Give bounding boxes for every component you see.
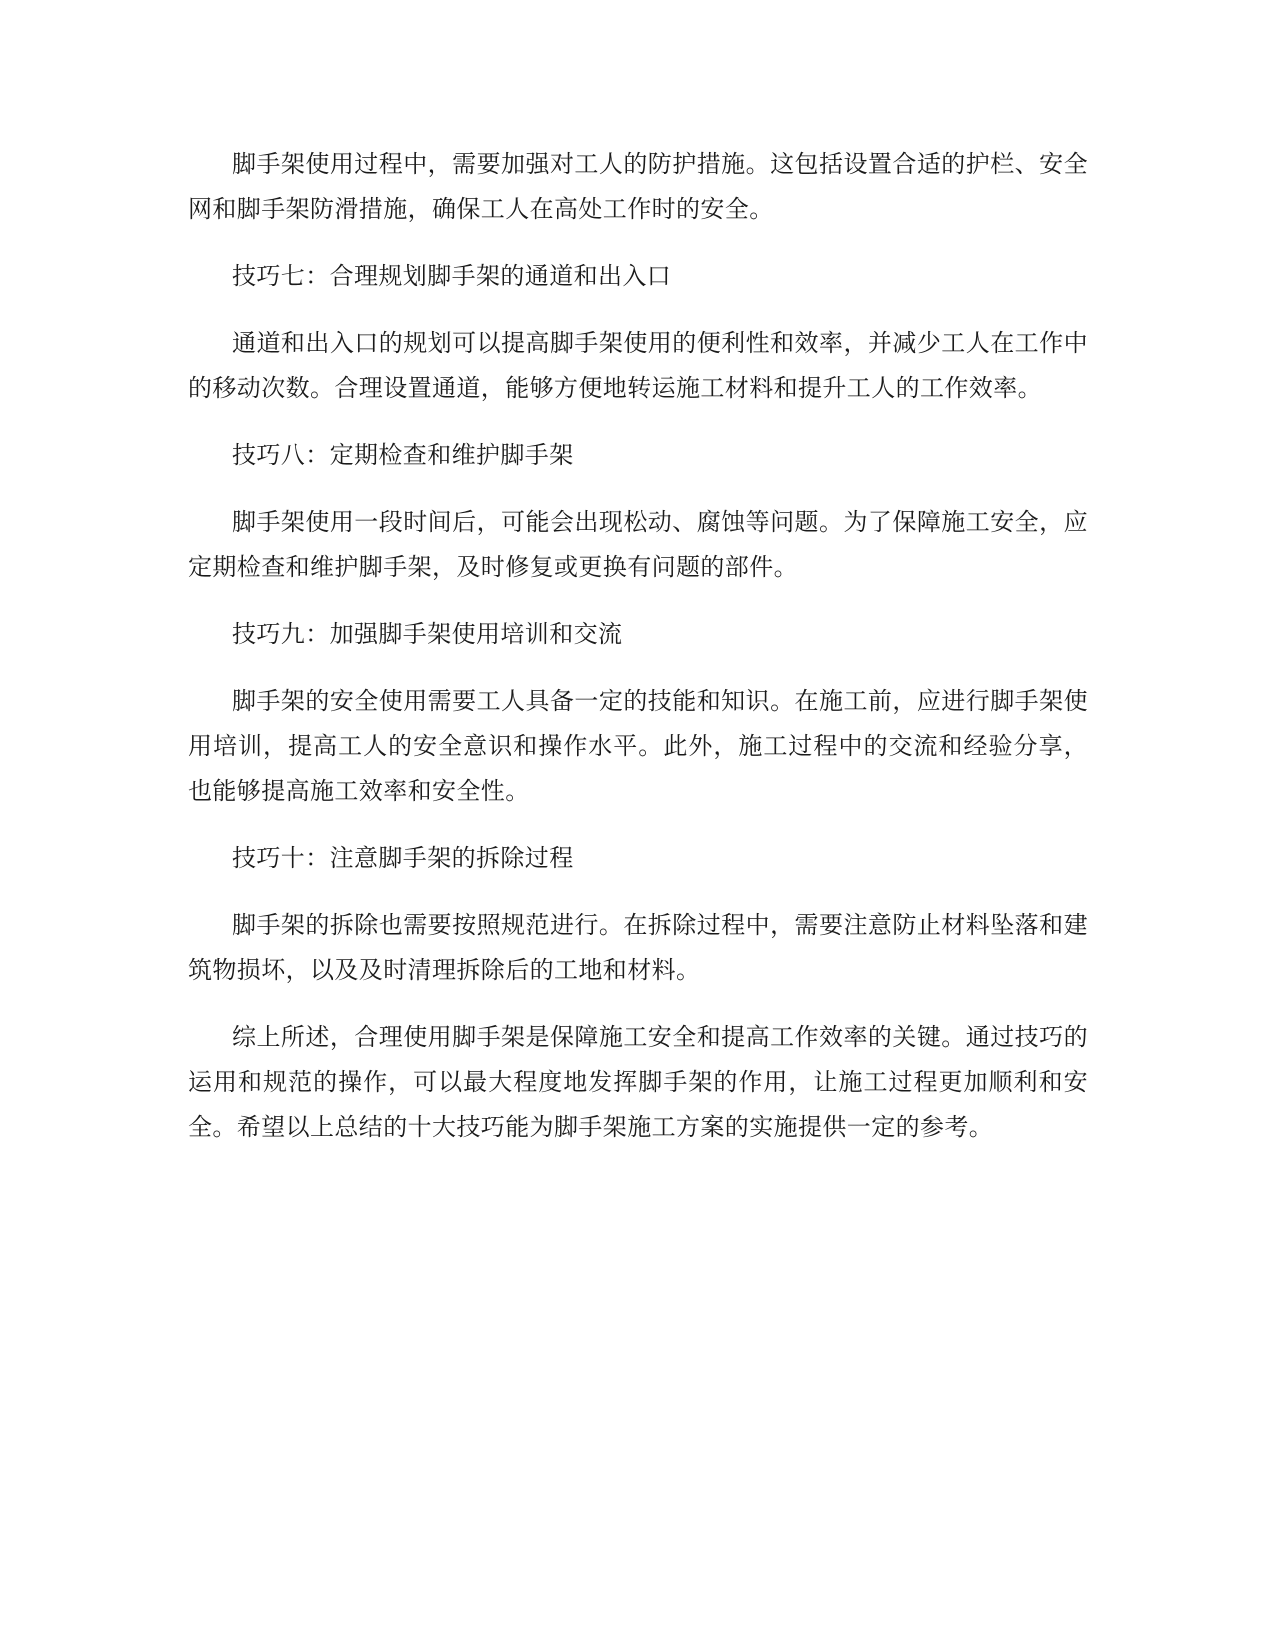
paragraph-worker-protection: 脚手架使用过程中，需要加强对工人的防护措施。这包括设置合适的护栏、安全网和脚手架防滑措施，确保工人在高处工作时的安全。	[188, 150, 1088, 223]
heading-tip-ten: 技巧十：注意脚手架的拆除过程	[232, 844, 574, 872]
document-body	[188, 142, 1088, 1172]
paragraph-dismantling: 脚手架的拆除也需要按照规范进行。在拆除过程中，需要注意防止材料坠落和建筑物损坏，以及及时清理拆除后的工地和材料。	[188, 911, 1088, 984]
heading-tip-seven: 技巧七：合理规划脚手架的通道和出入口	[232, 262, 672, 290]
heading-tip-eight: 技巧八：定期检查和维护脚手架	[232, 441, 574, 469]
paragraph-training: 脚手架的安全使用需要工人具备一定的技能和知识。在施工前，应进行脚手架使用培训，提高工人的安全意识和操作水平。此外，施工过程中的交流和经验分享，也能够提高施工效率和安全性。	[188, 687, 1088, 805]
paragraph-conclusion: 综上所述，合理使用脚手架是保障施工安全和提高工作效率的关键。通过技巧的运用和规范的操作，可以最大程度地发挥脚手架的作用，让施工过程更加顺利和安全。希望以上总结的十大技巧能为脚手架施工方案的实施提供一定的参考。	[188, 1023, 1088, 1141]
paragraph-inspection: 脚手架使用一段时间后，可能会出现松动、腐蚀等问题。为了保障施工安全，应定期检查和维护脚手架，及时修复或更换有问题的部件。	[188, 508, 1088, 581]
heading-tip-nine: 技巧九：加强脚手架使用培训和交流	[232, 620, 623, 648]
paragraph-passage-planning: 通道和出入口的规划可以提高脚手架使用的便利性和效率，并减少工人在工作中的移动次数。合理设置通道，能够方便地转运施工材料和提升工人的工作效率。	[188, 329, 1088, 402]
